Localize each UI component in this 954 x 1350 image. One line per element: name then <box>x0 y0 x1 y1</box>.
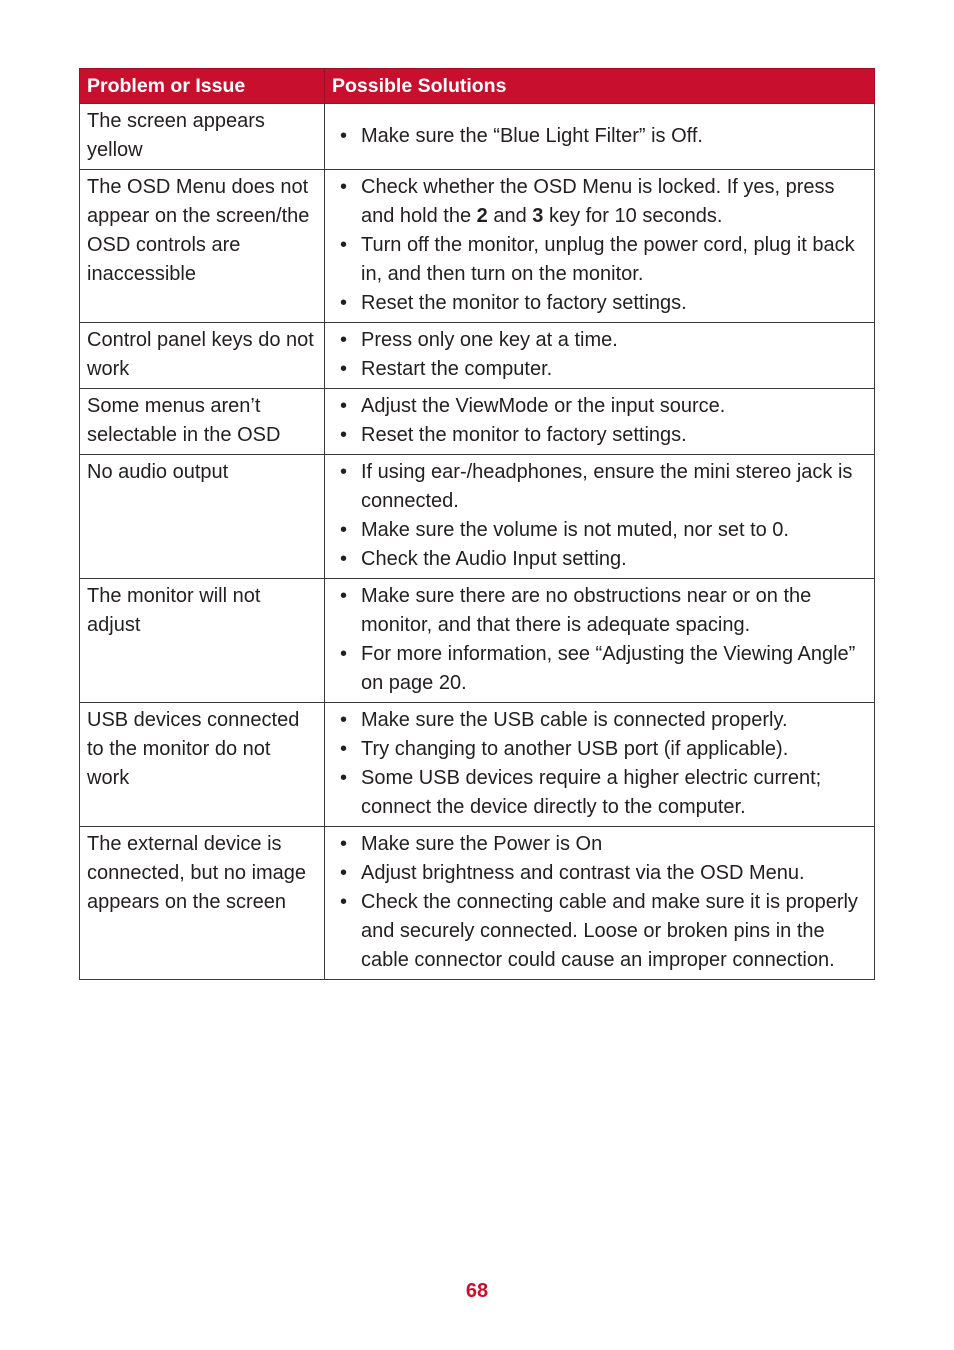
bullet-icon: • <box>340 738 348 760</box>
solution-item <box>332 764 867 822</box>
header-row <box>80 69 875 104</box>
solutions-cell <box>325 323 875 389</box>
solution-item <box>332 582 867 640</box>
solution-text: Try changing to another USB port (if applicable). <box>361 738 789 760</box>
solutions-list <box>332 392 867 450</box>
bullet-icon: • <box>340 862 348 884</box>
table-row <box>80 703 875 827</box>
solution-item <box>332 231 867 289</box>
problem-cell: No audio output <box>80 455 325 579</box>
solution-item <box>332 326 867 355</box>
bullet-icon: • <box>340 519 348 541</box>
solution-text: If using ear-/headphones, ensure the mini stereo jack is connected. <box>361 461 853 512</box>
solutions-cell <box>325 579 875 703</box>
problem-cell: The monitor will not adjust <box>80 579 325 703</box>
solution-text: Some USB devices require a higher electric current; connect the device directly to the computer. <box>361 767 822 818</box>
bullet-icon: • <box>340 395 348 417</box>
solution-text: Adjust the ViewMode or the input source. <box>361 395 726 417</box>
bullet-icon: • <box>340 548 348 570</box>
solution-text: Make sure the USB cable is connected properly. <box>361 709 788 731</box>
table-row <box>80 323 875 389</box>
bullet-icon: • <box>340 891 348 913</box>
troubleshooting-table <box>79 68 875 980</box>
solution-item <box>332 173 867 231</box>
solutions-list <box>332 122 867 151</box>
problem-cell: Some menus aren’t selectable in the OSD <box>80 389 325 455</box>
solutions-cell <box>325 170 875 323</box>
bullet-icon: • <box>340 124 348 147</box>
bullet-icon: • <box>340 292 348 314</box>
solution-text: key for 10 seconds. <box>543 205 723 227</box>
solutions-cell <box>325 827 875 980</box>
solutions-cell <box>325 104 875 170</box>
table-body <box>80 104 875 980</box>
page-number: 68 <box>465 1280 489 1302</box>
bullet-icon: • <box>340 358 348 380</box>
solution-text: For more information, see “Adjusting the Viewing Angle” on page 20. <box>361 643 856 694</box>
solution-item <box>332 859 867 888</box>
key-number: 3 <box>532 205 544 227</box>
solution-text: Make sure the Power is On <box>361 833 603 855</box>
solution-item <box>332 545 867 574</box>
header-problem: Problem or Issue <box>80 69 325 104</box>
table-row <box>80 455 875 579</box>
bullet-icon: • <box>340 709 348 731</box>
solutions-list <box>332 830 867 975</box>
solution-text: Check the connecting cable and make sure it is properly and securely connected. Loose or broken pins in the cable connector could cause an improper connection. <box>361 891 858 971</box>
solutions-list <box>332 173 867 318</box>
solution-item <box>332 516 867 545</box>
table-row <box>80 389 875 455</box>
table-row <box>80 104 875 170</box>
bullet-icon: • <box>340 833 348 855</box>
key-number: 2 <box>476 205 488 227</box>
bullet-icon: • <box>340 176 348 198</box>
solutions-list <box>332 706 867 822</box>
solution-item <box>332 421 867 450</box>
solution-text: Reset the monitor to factory settings. <box>361 424 687 446</box>
table-row <box>80 579 875 703</box>
solution-item <box>332 122 867 151</box>
table-row <box>80 827 875 980</box>
solution-item <box>332 392 867 421</box>
solution-item <box>332 289 867 318</box>
solutions-cell <box>325 389 875 455</box>
solution-item <box>332 735 867 764</box>
solutions-list <box>332 326 867 384</box>
bullet-icon: • <box>340 461 348 483</box>
solutions-cell <box>325 455 875 579</box>
bullet-icon: • <box>340 767 348 789</box>
bullet-icon: • <box>340 329 348 351</box>
table-header <box>80 69 875 104</box>
solutions-cell <box>325 703 875 827</box>
solution-item <box>332 355 867 384</box>
solution-text: Press only one key at a time. <box>361 329 618 351</box>
solution-text: Turn off the monitor, unplug the power cord, plug it back in, and then turn on the monitor. <box>361 234 855 285</box>
solution-text: Make sure there are no obstructions near or on the monitor, and that there is adequate spacing. <box>361 585 812 636</box>
solution-text: Check whether the OSD Menu is locked. If yes, press and hold the <box>361 176 835 227</box>
solution-text: Make sure the volume is not muted, nor set to 0. <box>361 519 789 541</box>
solution-text: and <box>487 205 533 227</box>
problem-cell: Control panel keys do not work <box>80 323 325 389</box>
solution-text: Adjust brightness and contrast via the OSD Menu. <box>361 862 805 884</box>
solution-text: Reset the monitor to factory settings. <box>361 292 687 314</box>
solutions-list <box>332 582 867 698</box>
solution-item <box>332 830 867 859</box>
problem-cell: The screen appears yellow <box>80 104 325 170</box>
bullet-icon: • <box>340 424 348 446</box>
solution-text: Check the Audio Input setting. <box>361 548 627 570</box>
bullet-icon: • <box>340 643 348 665</box>
bullet-icon: • <box>340 234 348 256</box>
problem-cell: USB devices connected to the monitor do not work <box>80 703 325 827</box>
table-row <box>80 170 875 323</box>
problem-cell: The OSD Menu does not appear on the screen/the OSD controls are inaccessible <box>80 170 325 323</box>
solution-item <box>332 458 867 516</box>
solution-item <box>332 640 867 698</box>
bullet-icon: • <box>340 585 348 607</box>
solutions-list <box>332 458 867 574</box>
solution-item <box>332 888 867 975</box>
solution-text: Restart the computer. <box>361 358 553 380</box>
solution-text: Make sure the “Blue Light Filter” is Off. <box>361 124 703 147</box>
solution-item <box>332 706 867 735</box>
problem-cell: The external device is connected, but no image appears on the screen <box>80 827 325 980</box>
header-solutions: Possible Solutions <box>325 69 875 104</box>
